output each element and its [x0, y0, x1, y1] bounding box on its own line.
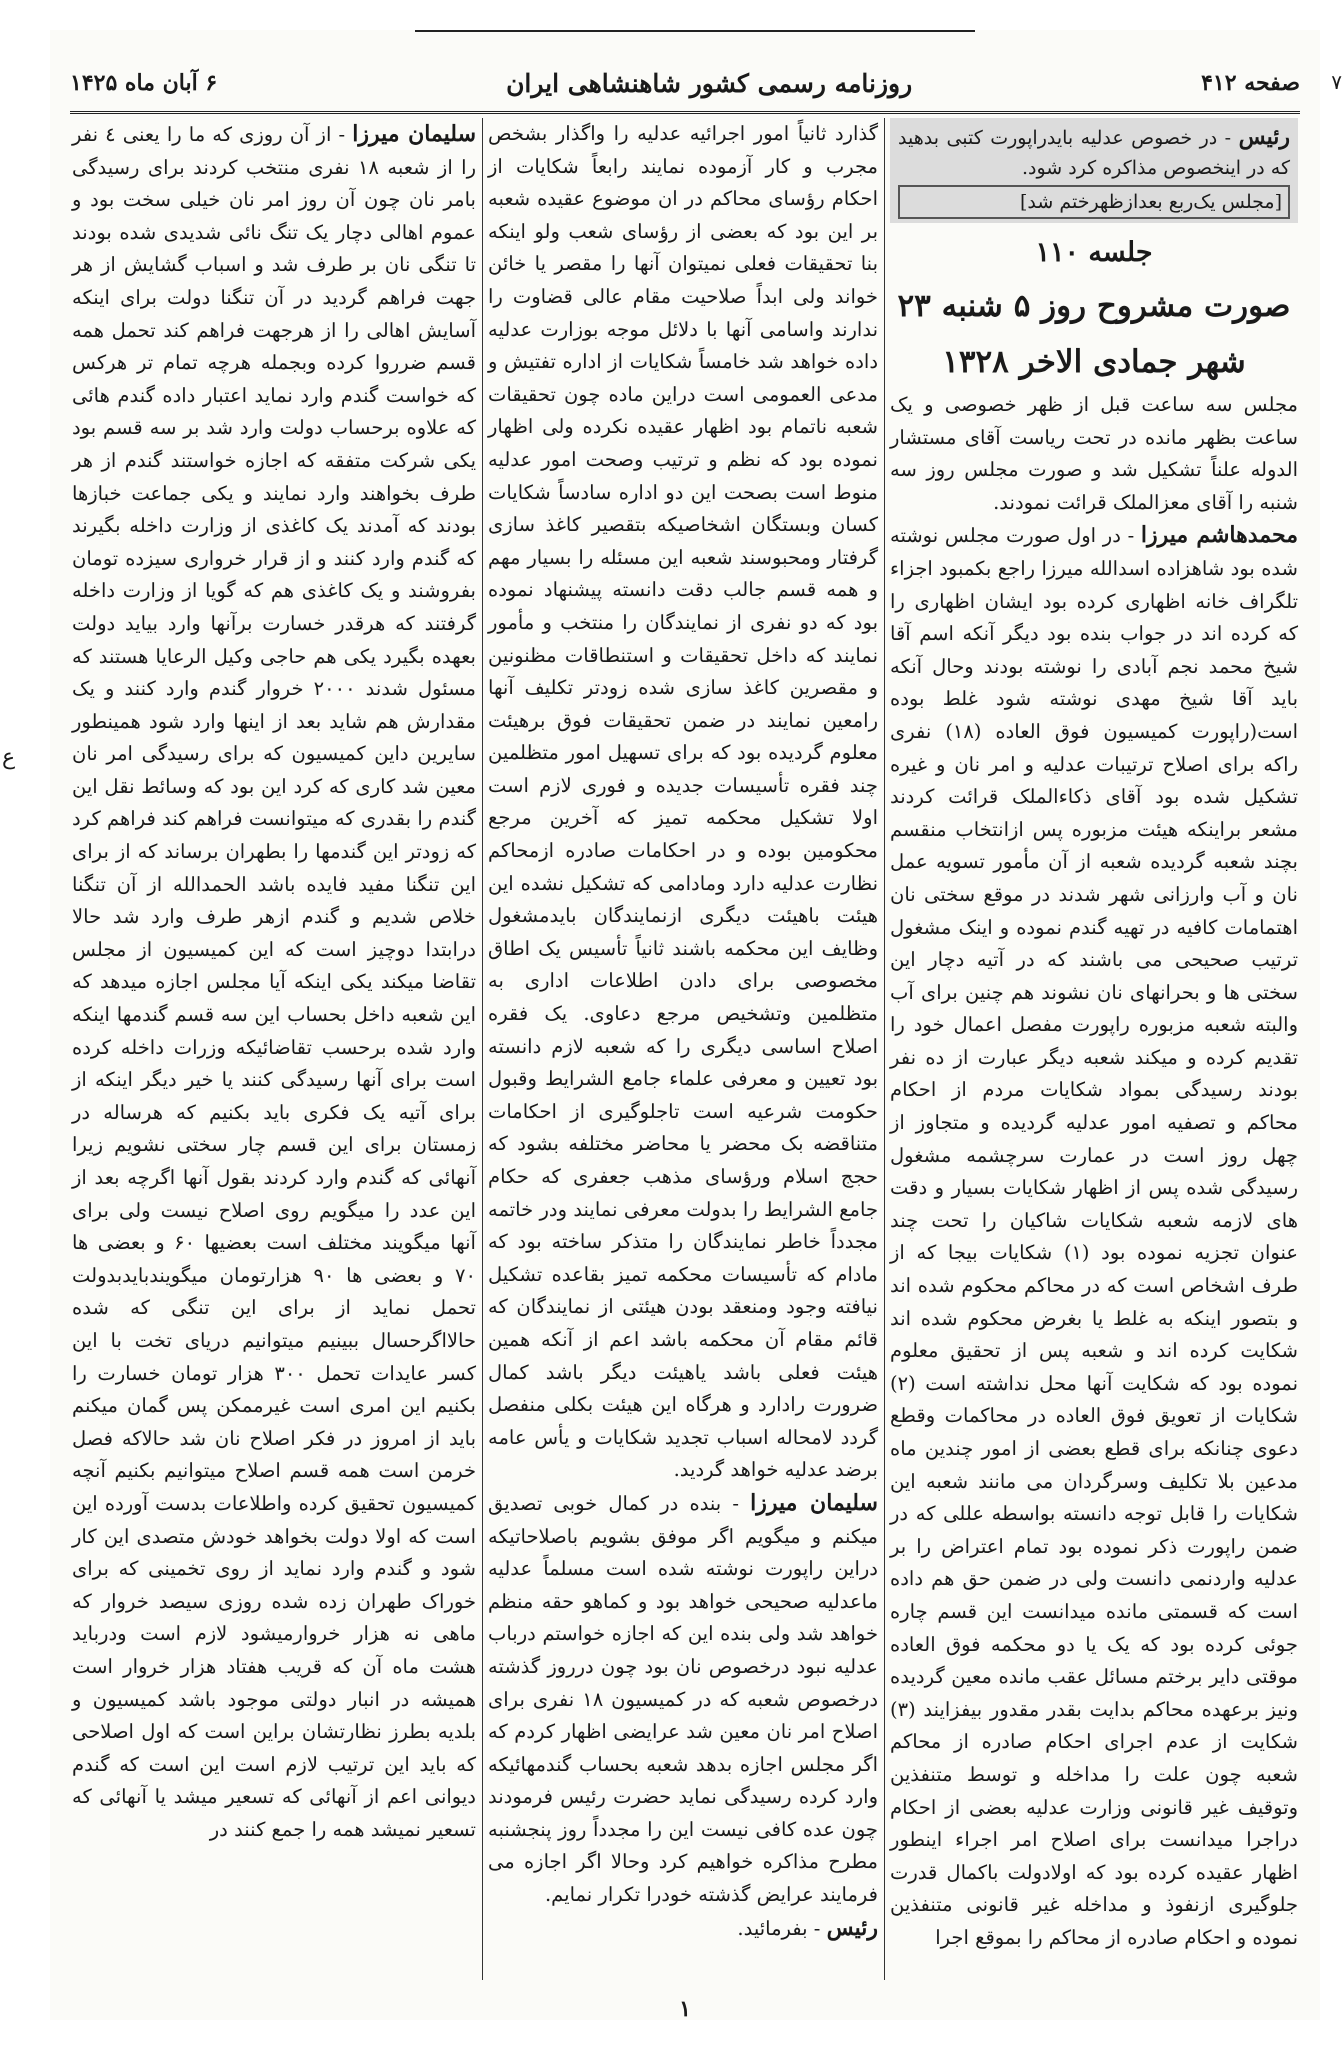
- closing-notice: [890, 118, 1298, 223]
- newspaper-name: روزنامه رسمی کشور شاهنشاهی ایران: [506, 68, 913, 98]
- report-text: گذارد ثانیاً امور اجرائیه عدلیه را واگذار بشخص مجرب و کار آزموده نمایند رابعاً شکایات از احکام رؤسای محاکم در ان موضوع عقیده شعبه بر این بود که بعضی از رؤسای شعب ولو اینکه بنا تحقیقات فعلی نمیتوان آنها را مقصر یا خائن خواند ولی ابداً صلاحیت مقام عالی قضاوت را ندارند واسامی آنها با دلائل موجه بوزارت عدلیه داده خواهد شد خامساً شکایات از اداره تفتیش و مدعی العمومی است دراین ماده چون تحقیقات شعبه ناتمام بود اظهار عقیده نکرده ولی اظهار نموده بود که نظم و ترتیب وصحت امور عدلیه منوط است بصحت این دو اداره سادساً شکایات کسان وبستگان اشخاصیکه بتقصیر کاغذ سازی گرفتار ومحبوسند شعبه این مسئله را بسیار مهم و همه قسم جالب دقت دانسته پیشنهاد نموده بود که دو نفری از نمایندگان را منتخب و مأمور نمایند که داخل تحقیقات و استنطاقات مظنونین و مقصرین کاغذ سازی شده زودتر تکلیف آنها رامعین نمایند در ضمن تحقیقات فوق برهیئت معلوم گردیده بود که برای تسهیل امور متظلمین چند فقره تأسیسات جدیده و فوری لازم است اولا تشکیل محکمه تمیز که آخرین مرجع محکومین بوده و در احکامات صادره ازمحاکم نظارت عدلیه دارد ومادامی که تشکیل نشده این هیئت باهیئت دیگری ازنمایندگان بایدمشغول وظایف این محکمه باشند ثانیاً تأسیس یک اطاق مخصوصی برای دادن اطلاعات اداری به متظلمین وتشخیص مرجع دعاوی. یک فقره اصلاح اساسی دیگری را که شعبه لازم دانسته بود تعیین و معرفی علماء جامع الشرایط وقبول حکومت شرعیه است تاجلوگیری از احکامات متناقضه بک محضر یا محاضر مختلفه بشود که حجج اسلام ورؤسای مذهب جعفری که حکام جامع الشرایط را بدولت معرفی نمایند ودر خاتمه مجدداً خاطر نمایندگان را متذکر ساخته بود که مادام که تأسیسات محکمه تمیز بقاعده تشکیل نیافته وجود ومنعقد بودن هیئتی از نمایندگان که قائم مقام آن محکمه باشد اعم از آنکه همین هیئت فعلی باشد یاهیئت دیگر باشد کمال ضرورت رادارد و هرگاه این هیئت بکلی منفصل گردد لامحاله اسباب تجدید شکایات و یأس عامه برضد عدلیه خواهد گردید.: [488, 122, 878, 1482]
- session-title-line1: صورت مشروح روز ۵ شنبه ۲۳: [897, 288, 1291, 324]
- top-rule: [415, 30, 975, 32]
- session-title-line2: شهر جمادی الاخر ۱۳۲۸: [942, 344, 1246, 380]
- middle-column: [488, 118, 878, 2000]
- session-intro: مجلس سه ساعت قبل از ظهر خصوصی و یک ساعت بظهر مانده در تحت ریاست آقای مستشار الدوله علناً تشکیل شد و صورت مجلس روز سه شنبه را آقای معزالملک قرائت نمودند.: [890, 393, 1298, 514]
- footer-page-mark: ۱: [679, 1996, 691, 2022]
- speaker-name: رئیس: [826, 1914, 878, 1941]
- left-column: [72, 118, 476, 2000]
- margin-mark: ۷: [1331, 70, 1342, 94]
- session-number: جلسه ۱۱۰: [1035, 237, 1153, 268]
- speech-text: - بنده در کمال خوبی تصدیق میکنم و میگویم اگر موفق بشویم باصلاحاتیکه دراین راپورت نوشته شده است مسلماً عدلیه ماعدلیه صحیحی خواهد بود و کماهو حقه منظم خواهد شد ولی بنده این که اجازه خواستم درباب عدلیه نبود درخصوص نان بود چون درروز گذشته درخصوص شعبه که در کمیسیون ۱۸ نفری برای اصلاح امر نان معین شد عرایضی اظهار کردم که اگر مجلس اجازه بدهد شعبه بحساب گندمهائیکه وارد کرده رسیدگی نماید حضرت رئیس فرمودند چون عده کافی نیست این را مجدداً روز پنجشنبه مطرح مذاکره خواهیم کرد وحالا اگر اجازه می فرمایند عرایض گذشته خودرا تکرار نمایم.: [488, 1491, 879, 1907]
- speech-text: - بفرمائید.: [737, 1916, 827, 1940]
- masthead: [70, 55, 1300, 114]
- newspaper-page: [2, 30, 1342, 2022]
- speech-text: - از آن روزی که ما را یعنی ٤ نفر را از شعبه ۱۸ نفری منتخب کردند برای رسیدگی بامر نان چون آن روز امر نان خیلی سخت بود و عموم اهالی دچار یک تنگ نائی شدیدی شده بودند تا تنگی نان بر طرف شد و اسباب گشایش از هر جهت فراهم گردید در آن تنگنا دولت برای اینکه آسایش اهالی را از هرجهت فراهم کند تحمل همه قسم ضرروا کرده وبجمله هرچه تمام تر هرکس که خواست گندم وارد نماید اعتبار داده گندم هائی که علاوه برحساب دولت وارد شد بر سه قسم بود یکی شرکت متفقه که اجازه خواستند گندم از هر طرف بخواهند وارد نمایند و یکی جماعت خبازها بودند که آمدند یک کاغذی از وزارت داخله بگیرند که گندم وارد کنند و از قرار خرواری سیزده تومان بفروشند و یک کاغذی هم که گویا از وزارت داخله گرفتند که هرقدر خسارت برآنها وارد بیاید دولت بعهده بگیرد یکی هم حاجی وکیل الرعایا هستند که مسئول شدند ۲۰۰۰ خروار گندم وارد کنند و یک مقدارش هم شاید بعد از اینها وارد شود همینطور سایرین داین کمیسیون که برای رسیدگی امر نان معین شد کاری که کرد این بود که وسائط نقل این گندم را بقدری که میتوانست فراهم کند فراهم کرد که زودتر این گندمها را بطهران برساند که از برای این تنگنا مفید فایده باشد الحمدالله از آن تنگنا خلاص شدیم و گندم ازهر طرف وارد شد حالا درابتدا دوچیز است که این کمیسیون از مجلس تقاضا میکند یکی اینکه آیا مجلس اجازه میدهد که این شعبه داخل بحساب این سه قسم گندمها اینکه وارد شده برحسب تقاضائیکه وزرات داخله کرده است برای آنها رسیدگی کنند یا خیر دیگر اینکه از برای آتیه یک فکری باید بکنیم که هرساله در زمستان برای این قسم چار سختی نشویم زیرا آنهائی که گندم وارد کردند بقول آنها اگرچه بعد از این عدد را میگویم روی اصلاح نیست ولی برای آنها میگویند مختلف است بعضیها ۶۰ و بعضی ها ۷۰ و بعضی ها ۹۰ هزارتومان میگویندبایدبدولت تحمل نماید از برای این تنگی که شده حالااگرحسال ببینیم میتوانیم دریای تخت با این کسر عایدات تحمل ۳۰۰ هزار تومان خسارت را بکنیم این امری است غیرممکن پس گمان میکنم باید از امروز در فکر اصلاح نان شد حالاکه فصل خرمن است همه قسم اصلاح میتوانیم بکنیم آنچه کمیسیون تحقیق کرده واطلاعات بدست آورده این است که اولا دولت بخواهد خودش متصدی این کار شود و گندم وارد نماید از روی تخمینی که برای خوراک طهران زده شده روزی سیصد خروار که ماهی نه هزار خروارمیشود لازم است ودرباید هشت ماه آن که قریب هفتاد هزار خروار است همیشه در انبار دولتی موجود باشد کمیسیون و بلدیه بطرز نظارتشان براین است که اول اصلاحی که باید این ترتیب لازم است این است که گندم دیوانی اعم از آنهائی که تسعیر میشد یا آنهائی که تسعیر نمیشد همه را جمع کنند در: [72, 123, 476, 1841]
- margin-mark: ع: [2, 745, 16, 770]
- column-divider: [884, 118, 885, 1980]
- speech-text: - در اول صورت مجلس نوشته شده بود شاهزاده اسدالله میرزا راجع بکمبود اجزاء تلگراف خانه اظهاری کرده بود ایشان اظهاری را که کرده اند در جواب بنده بود دیگر آنکه اسم آقا شیخ محمد نجم آبادی را نوشته بودند وحال آنکه باید آقا شیخ مهدی نوشته شود غلط بوده است(راپورت کمیسیون فوق العاده (۱۸) نفری راکه برای اصلاح ترتیبات عدلیه و امر نان و غیره تشکیل شده بود آقای ذکاءالملک قرائت کردند مشعر براینکه هیئت مزبوره پس ازانتخاب منقسم بچند شعبه گردیده شعبه از آن مأمور تسویه عمل نان و آب وارزانی شهر شدند در موقع سختی نان اهتمامات کافیه در تهیه گندم نموده و اینک مشغول ترتیب صحیحی می باشند که در آتیه دچار این سختی ها و بحرانهای نان نشوند هم چنین برای آب والبته شعبه مزبوره راپورت مفصل اعمال خود را تقدیم کرده و میکند شعبه دیگر عبارت از ده نفر بودند رسیدگی بمواد شکایات مردم از احکام محاکم و تصفیه امور عدلیه گردیده و متجاوز از چهل روز است در عمارت سرچشمه مشغول رسیدگی شده پس از اظهار شکایات بسیار و دقت های لازمه شعبه شکایات شاکیان را تحت چند عنوان تجزیه نموده بود (۱) شکایات بیجا که از طرف اشخاص است که در محاکم محکوم شده اند و بتصور اینکه به غلط یا بغرض محکوم شده اند شکایت کرده اند و شعبه پس از تحقیق معلوم نموده بود که شکایت آنها محل نداشته است (۲) شکایات از تعویق فوق العاده در محاکمات وقطع دعوی چنانکه برای قطع بعضی از امور چندین ماه مدعین بلا تکلیف وسرگردان می مانند شعبه این شکایات را قابل توجه دانسته بواسطه عللی که در ضمن راپورت ذکر نموده بود تمام اعتراض را بر عدلیه واردنمی دانست ولی در ضمن حق هم داده است که قسمتی مانده میدانست این قسم چاره جوئی کرده بود که یک یا دو محکمه فوق العاده موقتی دایر برختم مسائل عقب مانده معین گردیده ونیز برعهده محاکم بدایت بقدر مقدور بیفزایند (۳) شکایت از عدم اجرای احکام صادره از محاکم شعبه چون علت را مداخله و توسط متنفذین وتوقیف غیر قانونی وزارت عدلیه بعضی از احکام دراجرا میدانست برای اصلاح امر اجراء اینطور اظهار عقیده کرده بود که اولادولت باکمال قدرت جلوگیری ازنفوذ و مداخله غیر قانونی متنفذین نموده و احکام صادره از محاکم را بموقع اجرا: [890, 524, 1299, 1949]
- speaker-name: سلیمان میرزا: [352, 121, 476, 147]
- right-column: [890, 118, 1298, 2000]
- session-end-note: [مجلس یک‌ربع بعدازظهرختم شد]: [898, 185, 1290, 219]
- issue-date: ۶ آبان ماه ۱۴۲۵: [70, 70, 218, 96]
- speaker-name: محمدهاشم میرزا: [1140, 522, 1298, 549]
- page-number: صفحه ۴۱۲: [1201, 70, 1300, 96]
- column-divider: [482, 118, 483, 1980]
- speaker-name: رئیس: [1238, 124, 1290, 150]
- speaker-name: سلیمان میرزا: [750, 1489, 878, 1516]
- notice-text: - در خصوص عدلیه بایدراپورت کتبی بدهید که در اینخصوص مذاکره کرد شود.: [898, 127, 1290, 179]
